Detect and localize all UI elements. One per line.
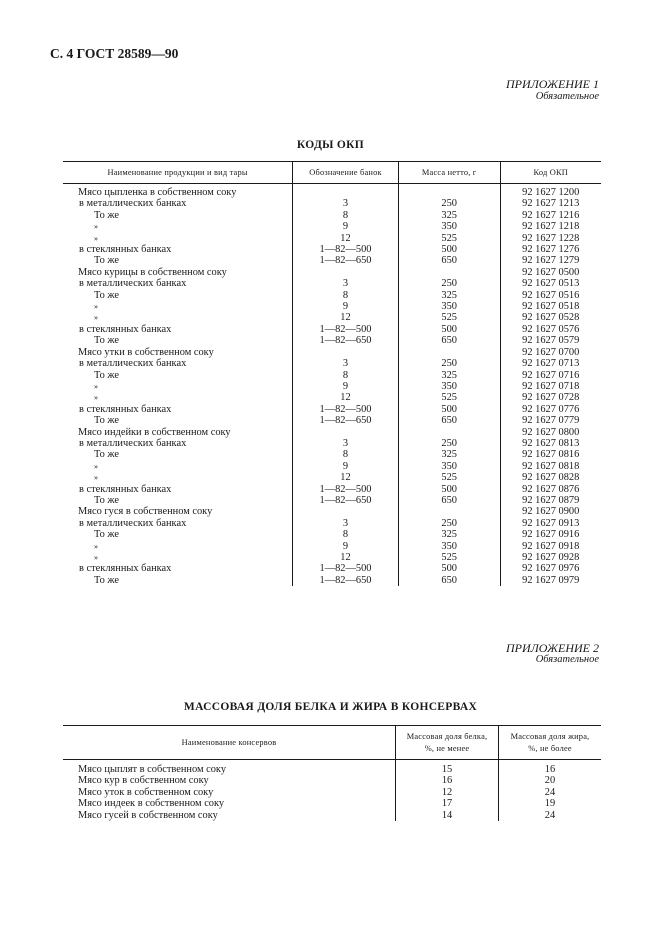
table-row bbox=[63, 484, 601, 495]
column-header-product: Наименование продукции и вид тары bbox=[63, 162, 293, 184]
table-row bbox=[63, 221, 601, 232]
okp-code-cell: 92 1627 0916 bbox=[500, 529, 601, 540]
net-mass-cell: 350 bbox=[398, 381, 500, 392]
product-name-cell: в стеклянных банках bbox=[79, 403, 172, 415]
okp-code-cell: 92 1627 0516 bbox=[500, 290, 601, 301]
product-name-cell: в металлических банках bbox=[79, 198, 187, 210]
okp-code-cell: 92 1627 0876 bbox=[500, 484, 601, 495]
okp-code-cell: 92 1627 0818 bbox=[500, 461, 601, 472]
okp-code-cell: 92 1627 0879 bbox=[500, 495, 601, 506]
product-name-cell: в металлических банках bbox=[79, 278, 187, 290]
okp-codes-body bbox=[63, 184, 601, 587]
appendix2-status: Обязательное bbox=[535, 654, 599, 665]
can-designation-cell: 3 bbox=[293, 438, 399, 449]
table-row bbox=[63, 495, 601, 506]
okp-code-cell: 92 1627 0528 bbox=[500, 312, 601, 323]
product-name-cell: То же bbox=[94, 335, 120, 347]
net-mass-cell: 325 bbox=[398, 529, 500, 540]
net-mass-cell: 500 bbox=[398, 563, 500, 574]
can-designation-cell: 1—82—500 bbox=[293, 404, 399, 415]
net-mass-cell: 650 bbox=[398, 255, 500, 266]
can-designation-cell bbox=[293, 506, 399, 517]
can-designation-cell: 3 bbox=[293, 518, 399, 529]
product-name-cell: То же bbox=[94, 209, 120, 221]
can-designation-cell: 1—82—650 bbox=[293, 575, 399, 586]
can-designation-cell: 1—82—650 bbox=[293, 255, 399, 266]
table-row bbox=[63, 381, 601, 392]
can-designation-cell: 9 bbox=[293, 221, 399, 232]
fat-cell: 24 bbox=[499, 810, 602, 821]
product-name-cell: То же bbox=[94, 255, 120, 267]
can-designation-cell: 1—82—650 bbox=[293, 415, 399, 426]
can-designation-cell: 12 bbox=[293, 233, 399, 244]
net-mass-cell: 325 bbox=[398, 370, 500, 381]
okp-code-cell: 92 1627 0900 bbox=[500, 506, 601, 517]
can-designation-cell: 1—82—500 bbox=[293, 244, 399, 255]
protein-fat-table bbox=[63, 725, 601, 821]
okp-code-cell: 92 1627 0976 bbox=[500, 563, 601, 574]
table-row bbox=[63, 415, 601, 426]
product-name-cell: То же bbox=[94, 529, 120, 541]
okp-code-cell: 92 1627 0576 bbox=[500, 324, 601, 335]
table-row bbox=[63, 775, 601, 786]
can-designation-cell: 1—82—500 bbox=[293, 484, 399, 495]
net-mass-cell: 350 bbox=[398, 221, 500, 232]
can-designation-cell: 3 bbox=[293, 198, 399, 209]
net-mass-cell: 650 bbox=[398, 575, 500, 586]
preserve-name-cell: Мясо индеек в собственном соку bbox=[78, 798, 225, 810]
can-designation-cell: 8 bbox=[293, 370, 399, 381]
net-mass-cell bbox=[398, 427, 500, 438]
can-designation-cell bbox=[293, 267, 399, 278]
can-designation-cell: 1—82—650 bbox=[293, 335, 399, 346]
okp-code-cell: 92 1627 0913 bbox=[500, 518, 601, 529]
okp-code-cell: 92 1627 0979 bbox=[500, 575, 601, 586]
okp-code-cell: 92 1627 1200 bbox=[500, 184, 601, 199]
table-row bbox=[63, 244, 601, 255]
protein-cell: 12 bbox=[396, 787, 499, 798]
okp-code-cell: 92 1627 0513 bbox=[500, 278, 601, 289]
product-name-cell: в стеклянных банках bbox=[79, 323, 172, 335]
product-name-cell: » bbox=[94, 553, 98, 562]
can-designation-cell: 8 bbox=[293, 449, 399, 460]
okp-code-cell: 92 1627 0579 bbox=[500, 335, 601, 346]
table-row bbox=[63, 461, 601, 472]
preserve-name-cell: Мясо гусей в собственном соку bbox=[78, 809, 218, 821]
table-row bbox=[63, 404, 601, 415]
table-row bbox=[63, 267, 601, 278]
can-designation-cell bbox=[293, 347, 399, 358]
okp-code-cell: 92 1627 0718 bbox=[500, 381, 601, 392]
net-mass-cell: 325 bbox=[398, 290, 500, 301]
okp-code-cell: 92 1627 0728 bbox=[500, 392, 601, 403]
product-name-cell: Мясо цыпленка в собственном соку bbox=[78, 187, 237, 198]
can-designation-cell: 3 bbox=[293, 358, 399, 369]
preserve-name-cell: Мясо уток в собственном соку bbox=[78, 786, 214, 798]
column-header-code: Код ОКП bbox=[500, 162, 601, 184]
table-header-row bbox=[63, 162, 601, 184]
protein-cell: 14 bbox=[396, 810, 499, 821]
appendix1-table-title: КОДЫ ОКП bbox=[296, 139, 365, 151]
product-name-cell: » bbox=[94, 233, 98, 243]
can-designation-cell: 9 bbox=[293, 381, 399, 392]
product-name-cell: » bbox=[94, 222, 98, 232]
okp-code-cell: 92 1627 1276 bbox=[500, 244, 601, 255]
okp-code-cell: 92 1627 0928 bbox=[500, 552, 601, 563]
net-mass-cell: 350 bbox=[398, 461, 500, 472]
appendix1-title: ПРИЛОЖЕНИЕ 1 bbox=[506, 77, 599, 91]
appendix2-table-title: МАССОВАЯ ДОЛЯ БЕЛКА И ЖИРА В КОНСЕРВАХ bbox=[183, 701, 478, 713]
net-mass-cell bbox=[398, 267, 500, 278]
okp-code-cell: 92 1627 0918 bbox=[500, 541, 601, 552]
table-row bbox=[63, 347, 601, 358]
net-mass-cell bbox=[398, 347, 500, 358]
net-mass-cell: 525 bbox=[398, 552, 500, 563]
can-designation-cell: 12 bbox=[293, 552, 399, 563]
product-name-cell: » bbox=[94, 393, 98, 403]
table-row bbox=[63, 198, 601, 209]
okp-code-cell: 92 1627 0800 bbox=[500, 427, 601, 438]
net-mass-cell: 250 bbox=[398, 438, 500, 449]
product-name-cell: в стеклянных банках bbox=[79, 563, 172, 575]
can-designation-cell bbox=[293, 427, 399, 438]
product-name-cell: Мясо индейки в собственном соку bbox=[78, 426, 231, 438]
net-mass-cell: 350 bbox=[398, 541, 500, 552]
okp-code-cell: 92 1627 1279 bbox=[500, 255, 601, 266]
net-mass-cell: 650 bbox=[398, 495, 500, 506]
table-row bbox=[63, 787, 601, 798]
okp-code-cell: 92 1627 0776 bbox=[500, 404, 601, 415]
product-name-cell: Мясо утки в собственном соку bbox=[78, 346, 214, 358]
net-mass-cell: 650 bbox=[398, 415, 500, 426]
net-mass-cell: 525 bbox=[398, 392, 500, 403]
table-row bbox=[63, 760, 601, 776]
product-name-cell: То же bbox=[94, 369, 120, 381]
can-designation-cell: 1—82—650 bbox=[293, 495, 399, 506]
fat-cell: 20 bbox=[499, 775, 602, 786]
net-mass-cell: 500 bbox=[398, 484, 500, 495]
table-row bbox=[63, 438, 601, 449]
okp-code-cell: 92 1627 0716 bbox=[500, 370, 601, 381]
can-designation-cell: 8 bbox=[293, 529, 399, 540]
product-name-cell: » bbox=[94, 473, 98, 483]
net-mass-cell: 325 bbox=[398, 449, 500, 460]
product-name-cell: в стеклянных банках bbox=[79, 483, 172, 495]
net-mass-cell: 250 bbox=[398, 198, 500, 209]
product-name-cell: » bbox=[94, 541, 98, 551]
okp-code-cell: 92 1627 0700 bbox=[500, 347, 601, 358]
okp-code-cell: 92 1627 0813 bbox=[500, 438, 601, 449]
net-mass-cell: 250 bbox=[398, 358, 500, 369]
okp-codes-table bbox=[63, 161, 601, 586]
net-mass-cell: 325 bbox=[398, 210, 500, 221]
product-name-cell: Мясо гуся в собственном соку bbox=[78, 506, 213, 518]
column-header-name: Наименование консервов bbox=[63, 726, 396, 760]
net-mass-cell bbox=[398, 506, 500, 517]
can-designation-cell: 9 bbox=[293, 461, 399, 472]
net-mass-cell bbox=[398, 184, 500, 199]
net-mass-cell: 350 bbox=[398, 301, 500, 312]
protein-cell: 15 bbox=[396, 760, 499, 776]
can-designation-cell: 1—82—500 bbox=[293, 563, 399, 574]
net-mass-cell: 525 bbox=[398, 233, 500, 244]
net-mass-cell: 250 bbox=[398, 278, 500, 289]
product-name-cell: То же bbox=[94, 449, 120, 461]
protein-cell: 16 bbox=[396, 775, 499, 786]
product-name-cell: То же bbox=[94, 574, 120, 586]
net-mass-cell: 650 bbox=[398, 335, 500, 346]
product-name-cell: То же bbox=[94, 494, 120, 506]
table-row bbox=[63, 541, 601, 552]
net-mass-cell: 250 bbox=[398, 518, 500, 529]
product-name-cell: в стеклянных банках bbox=[79, 244, 172, 256]
table-row bbox=[63, 427, 601, 438]
preserve-name-cell: Мясо цыплят в собственном соку bbox=[78, 764, 227, 775]
okp-code-cell: 92 1627 0713 bbox=[500, 358, 601, 369]
can-designation-cell: 12 bbox=[293, 312, 399, 323]
product-name-cell: в металлических банках bbox=[79, 358, 187, 370]
okp-code-cell: 92 1627 0779 bbox=[500, 415, 601, 426]
column-header-mass: Масса нетто, г bbox=[398, 162, 500, 184]
can-designation-cell: 9 bbox=[293, 541, 399, 552]
can-designation-cell: 12 bbox=[293, 472, 399, 483]
table-row bbox=[63, 798, 601, 809]
table-row bbox=[63, 301, 601, 312]
table-row bbox=[63, 312, 601, 323]
protein-fat-body bbox=[63, 760, 601, 822]
table-header-row bbox=[63, 726, 601, 760]
okp-code-cell: 92 1627 0816 bbox=[500, 449, 601, 460]
appendix2-title: ПРИЛОЖЕНИЕ 2 bbox=[506, 641, 599, 655]
product-name-cell: То же bbox=[94, 289, 120, 301]
net-mass-cell: 500 bbox=[398, 244, 500, 255]
can-designation-cell bbox=[293, 184, 399, 199]
table-row bbox=[63, 529, 601, 540]
preserve-name-cell: Мясо кур в собственном соку bbox=[78, 775, 209, 787]
table-row bbox=[63, 255, 601, 266]
net-mass-cell: 500 bbox=[398, 324, 500, 335]
table-row bbox=[63, 472, 601, 483]
okp-code-cell: 92 1627 1218 bbox=[500, 221, 601, 232]
net-mass-cell: 500 bbox=[398, 404, 500, 415]
okp-code-cell: 92 1627 1216 bbox=[500, 210, 601, 221]
table-row bbox=[63, 184, 601, 199]
table-row bbox=[63, 449, 601, 460]
table-row bbox=[63, 563, 601, 574]
table-row bbox=[63, 335, 601, 346]
page-header: С. 4 ГОСТ 28589—90 bbox=[50, 46, 179, 61]
okp-code-cell: 92 1627 0828 bbox=[500, 472, 601, 483]
product-name-cell: » bbox=[94, 313, 98, 323]
okp-code-cell: 92 1627 0500 bbox=[500, 267, 601, 278]
fat-cell: 19 bbox=[499, 798, 602, 809]
table-row bbox=[63, 324, 601, 335]
column-header-fat: Массовая доля жира, %, не более bbox=[499, 726, 602, 760]
product-name-cell: в металлических банках bbox=[79, 517, 187, 529]
column-header-can: Обозначение банок bbox=[293, 162, 399, 184]
table-row bbox=[63, 810, 601, 821]
can-designation-cell: 8 bbox=[293, 210, 399, 221]
table-row bbox=[63, 290, 601, 301]
appendix1-status: Обязательное bbox=[535, 91, 599, 102]
column-header-protein: Массовая доля белка, %, не менее bbox=[396, 726, 499, 760]
table-row bbox=[63, 370, 601, 381]
can-designation-cell: 1—82—500 bbox=[293, 324, 399, 335]
table-row bbox=[63, 278, 601, 289]
table-row bbox=[63, 506, 601, 517]
can-designation-cell: 3 bbox=[293, 278, 399, 289]
okp-code-cell: 92 1627 1213 bbox=[500, 198, 601, 209]
table-row bbox=[63, 392, 601, 403]
net-mass-cell: 525 bbox=[398, 472, 500, 483]
can-designation-cell: 12 bbox=[293, 392, 399, 403]
okp-code-cell: 92 1627 0518 bbox=[500, 301, 601, 312]
protein-cell: 17 bbox=[396, 798, 499, 809]
product-name-cell: То же bbox=[94, 415, 120, 427]
table-row bbox=[63, 358, 601, 369]
product-name-cell: » bbox=[94, 381, 98, 391]
table-row bbox=[63, 210, 601, 221]
product-name-cell: » bbox=[94, 461, 98, 471]
okp-code-cell: 92 1627 1228 bbox=[500, 233, 601, 244]
table-row bbox=[63, 233, 601, 244]
can-designation-cell: 9 bbox=[293, 301, 399, 312]
product-name-cell: » bbox=[94, 302, 98, 312]
product-name-cell: в металлических банках bbox=[79, 437, 187, 449]
net-mass-cell: 525 bbox=[398, 312, 500, 323]
product-name-cell: Мясо курицы в собственном соку bbox=[78, 266, 227, 278]
table-row bbox=[63, 518, 601, 529]
fat-cell: 16 bbox=[499, 760, 602, 776]
fat-cell: 24 bbox=[499, 787, 602, 798]
table-row bbox=[63, 575, 601, 586]
can-designation-cell: 8 bbox=[293, 290, 399, 301]
table-row bbox=[63, 552, 601, 563]
